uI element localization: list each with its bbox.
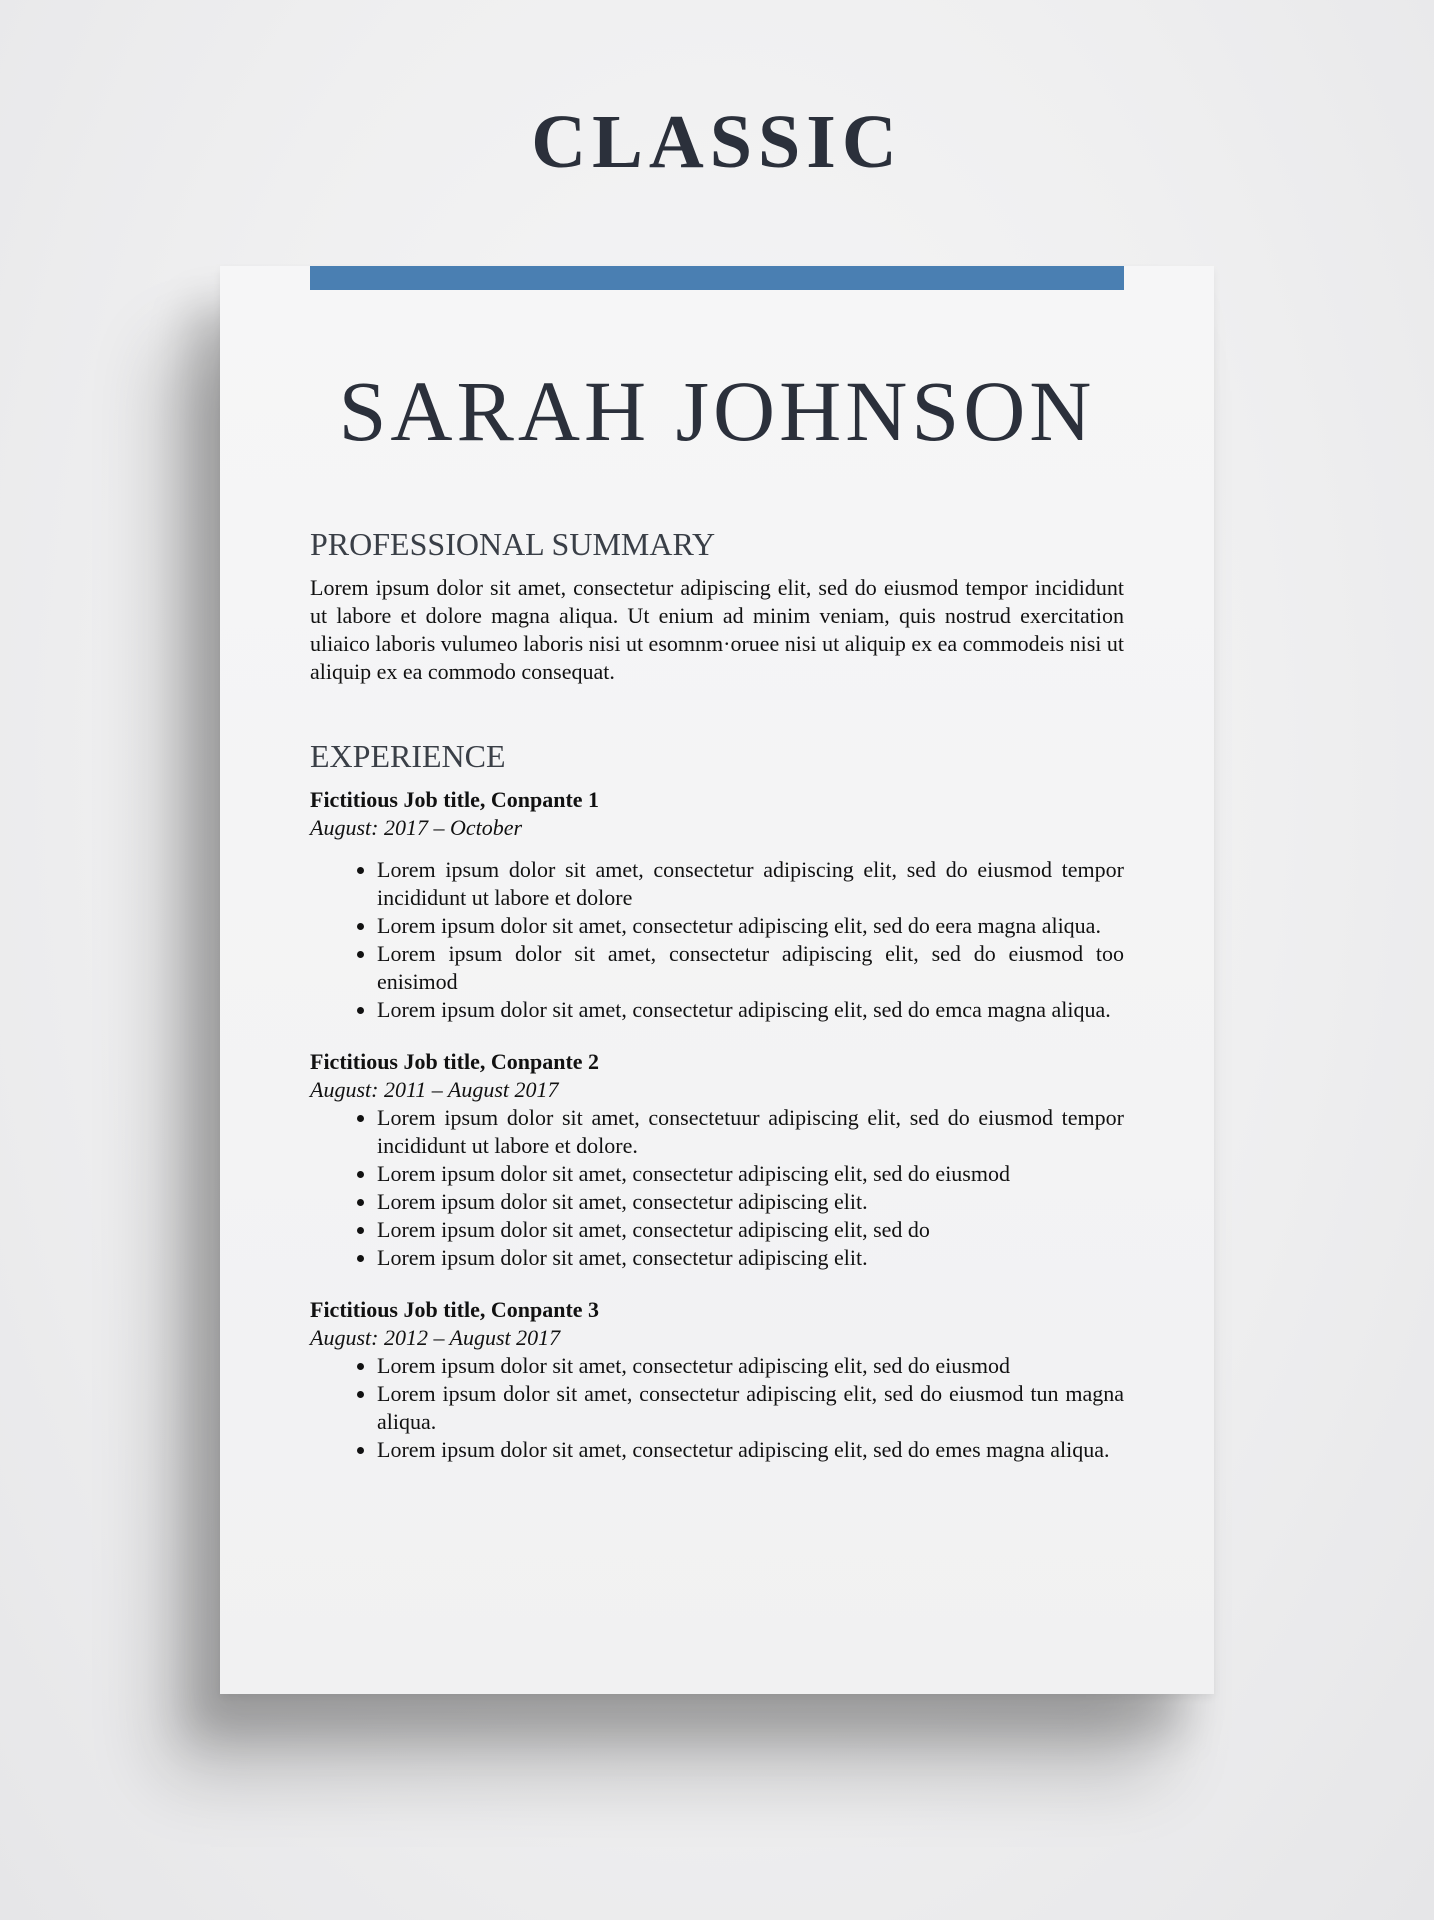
job-dates: August: 2017 – October <box>310 815 523 840</box>
job-dates: August: 2011 – August 2017 <box>310 1077 559 1102</box>
job-bullets <box>310 1104 1124 1272</box>
bullet-item: • Lorem ipsum dolor sit amet, consectetur adipiscing elit, sed do eera magna aliqua. <box>377 912 1124 940</box>
job-bullets <box>310 856 1124 1024</box>
resume-content <box>310 528 1124 1464</box>
summary-section <box>310 528 1124 686</box>
job-title: Fictitious Job title, Conpante 2 <box>310 1049 600 1074</box>
bullet-item: • Lorem ipsum dolor sit amet, consectetur adipiscing elit, sed do emes magna aliqua. <box>377 1436 1124 1464</box>
job-title: Fictitious Job title, Conpante 1 <box>310 787 600 812</box>
bullet-item: • Lorem ipsum dolor sit amet, consectetur adipiscing elit, sed do eiusmod too enisimod <box>377 940 1124 996</box>
resume-page <box>220 266 1214 1694</box>
job-entry <box>310 786 1124 1024</box>
experience-heading: EXPERIENCE <box>310 738 506 774</box>
job-entry <box>310 1296 1124 1464</box>
banner-title: CLASSIC <box>531 100 903 184</box>
job-dates: August: 2012 – August 2017 <box>310 1325 561 1350</box>
bullet-item: • Lorem ipsum dolor sit amet, consectetur adipiscing elit, sed do emca magna aliqua. <box>377 996 1124 1024</box>
bullet-item: • Lorem ipsum dolor sit amet, consectetur adipiscing elit, sed do eiusmod tempor incididunt ut labore et dolore <box>377 856 1124 912</box>
bullet-item: • Lorem ipsum dolor sit amet, consectetuur adipiscing elit, sed do eiusmod tempor incididunt ut labore et dolore. <box>377 1104 1124 1160</box>
job-entry <box>310 1048 1124 1272</box>
bullet-item: • Lorem ipsum dolor sit amet, consectetur adipiscing elit, sed do eiusmod <box>377 1352 1124 1380</box>
experience-section <box>310 740 1124 1464</box>
bullet-item: • Lorem ipsum dolor sit amet, consectetur adipiscing elit, sed do eiusmod <box>377 1160 1124 1188</box>
bullet-item: • Lorem ipsum dolor sit amet, consectetur adipiscing elit. <box>377 1244 1124 1272</box>
candidate-name: SARAH JOHNSON <box>338 363 1096 459</box>
summary-text: Lorem ipsum dolor sit amet, consectetur adipiscing elit, sed do eiusmod tempor incididunt ut labore et dolore magna aliqua. Ut enium ad minim veniam, quis nostrud exercitation uliaico laboris vulumeo laboris nisi ut esomnm·oruee nisi ut aliquip ex ea commodeis nisi ut aliquip ex ea commodo consequat. <box>310 575 1124 684</box>
bullet-item: • Lorem ipsum dolor sit amet, consectetur adipiscing elit. <box>377 1188 1124 1216</box>
bullet-item: • Lorem ipsum dolor sit amet, consectetur adipiscing elit, sed do <box>377 1216 1124 1244</box>
summary-heading: PROFESSIONAL SUMMARY <box>310 526 716 562</box>
bullet-item: • Lorem ipsum dolor sit amet, consectetur adipiscing elit, sed do eiusmod tun magna aliqua. <box>377 1380 1124 1436</box>
job-bullets <box>310 1352 1124 1464</box>
accent-bar <box>310 266 1124 290</box>
job-title: Fictitious Job title, Conpante 3 <box>310 1297 600 1322</box>
